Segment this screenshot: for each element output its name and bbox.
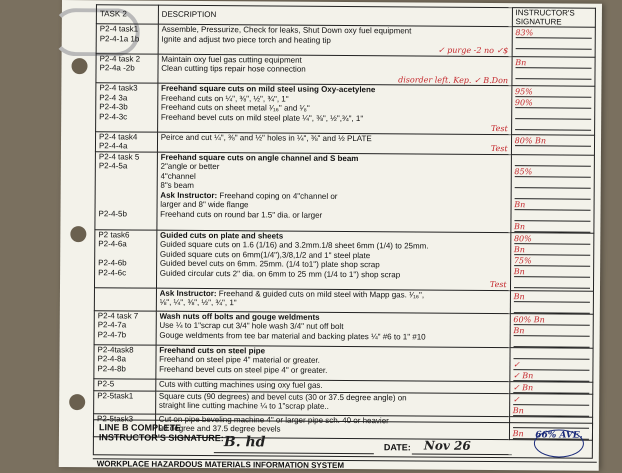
task-code: P2-4 task 5 [98,151,140,162]
signature-cell [511,86,595,135]
task-code [99,180,154,190]
signature-line: 60% Bn [513,315,589,326]
task-code: P2-4 task4 [99,131,138,142]
task-code-cell [96,83,158,132]
task-code: P2-4a -2b [99,63,135,73]
task-code [98,249,153,259]
task-code: P2-4 task1 [99,24,139,34]
task-description: 90 degree and 37.5 degree bevels [158,423,281,434]
signature-cell [509,381,592,394]
signature-cell [512,56,596,86]
table-row [95,151,595,232]
task-code: P2-4-3c [99,111,128,121]
task-code-cell [94,287,156,310]
task-code [98,288,153,298]
task-code [99,171,154,181]
signature-line: 85% [514,167,590,178]
task-description: Gouge weldments from tee bar material and backing plates ¼" #6 to 1" #10 [159,330,426,342]
signature-line [514,178,590,189]
signature-line: ✓ Bn [513,383,589,394]
task-code: P2-4-6a [98,239,127,249]
signature-line: Bn [515,58,591,69]
task-description-cell [156,230,510,290]
table-row [94,229,593,290]
task-description-cell [157,132,511,154]
binder-hole [69,394,85,410]
task-code-cell [94,378,156,390]
date-line [412,453,512,455]
task-code: P2-4-3b [99,102,128,112]
handwritten-annotation: ✓ purge -2 no ✓$ [437,45,509,56]
table-row [96,53,595,86]
handwritten-annotation: Test [489,279,507,290]
task-description: Square cuts (90 degrees) and bevel cuts (30 or 37.5 degree angle) on [158,391,407,402]
instructor-signature-label: INSTRUCTOR'S SIGNATURE: [98,432,224,444]
task-code: P2-4-5b [98,208,128,218]
signature-line [515,120,591,131]
average-score: 66% AVE. [534,429,584,457]
signature-line [513,337,589,348]
task-code: P2-5task3 [97,413,134,424]
header-description: DESCRIPTION [158,5,512,26]
signature-line: Bn [513,429,589,440]
task-code-cell [95,151,157,229]
table-row [94,390,593,416]
binder-hole [70,226,86,242]
task-code: P2-4-6b [98,258,127,268]
task-code: P2-4-5a [98,161,128,171]
signature-cell [509,393,593,417]
task-description: Guided bevel cuts on 6mm. 25mm. (1/4 to1") plate shop scrap [159,258,380,270]
task-description: Ask Instructor: Freehand coping on 4"channel or [160,190,338,201]
task-description: Ignite and adjust two piece torch and heating tip [161,34,331,45]
task-code [99,199,154,209]
task-code [99,190,154,200]
header-task: TASK 2 [96,5,158,24]
task-description-cell [155,391,509,416]
task-description: ⅛", ¼", ⅜", ½", ¾", 1" [159,297,237,308]
date-label: DATE: [383,442,411,453]
task-code: P2-4 task3 [99,83,138,93]
table-row [94,287,593,313]
task-code: P2-4 task 2 [99,53,141,64]
task-code: P2-4 3a [99,92,128,102]
table-row [94,310,593,347]
task-code-cell [95,131,157,151]
task-description: Clean cutting tips repair hose connection [161,63,306,74]
signature-line: 80% [514,234,590,245]
task-description: Maintain oxy fuel gas cutting equipment [161,54,302,65]
signature-line [514,278,590,289]
task-code: P2-4-8b [97,363,126,373]
task-code: P2-4-8a [97,354,126,364]
task-description-cell [157,152,511,232]
task-description-cell [158,24,512,56]
signature-line: ✓ Bn [513,371,589,382]
signature-line [515,69,591,80]
signature-line [513,349,589,360]
signature-line [514,189,590,200]
signature-line [515,39,591,50]
signature-line: 90% [515,98,591,109]
signature-line [515,109,591,120]
task-code-cell [94,390,156,413]
task-code: P2-4-6c [98,267,127,277]
task-code-cell [96,53,158,83]
task-code: P2-4 task 7 [97,310,139,321]
signature-line: Bn [514,292,590,303]
task-table [93,4,596,440]
task-description: Cuts with cutting machines using oxy fuel gas. [158,379,323,390]
signature-line: Bn [514,222,590,233]
signature-line [514,211,590,222]
task-description: Peirce and cut ¼", ⅜" and ½" holes in ¼", ⅜" and ½ PLATE [160,132,372,143]
signature-cell [511,134,594,155]
signature-line: 75% [514,256,590,267]
signature-line: 80% Bn [515,136,591,147]
signature-cell [510,290,594,314]
line-complete-label: LINE B COMPLETE [98,422,182,433]
handwritten-annotation: Test [490,123,508,134]
signature-line: 95% [515,87,591,98]
logbook-page [59,0,602,471]
task-description: Freehand cuts on steel pipe [159,345,266,355]
task-code: P2-5task1 [97,390,134,401]
task-description: Freehand cuts on sheet metal ¹⁄₁₆" and ¹⁄₈" [160,102,310,113]
task-description: Freehand square cuts on mild steel using Oxy-acetylene [161,83,376,95]
date-value: Nov 26 [423,438,471,453]
signature-cell [510,313,594,348]
signature-line: ✓ [513,395,589,406]
signature-cell [512,27,596,57]
signature-cell [511,154,595,233]
task-description-cell [157,83,511,134]
task-description: Freehand cuts on ¼", ⅜", ½", ¾", 1" [160,93,289,104]
task-description: Guided circular cuts 2" dia. on 6mm to 25 mm (1/4 to 1") shop scrap [159,268,401,279]
task-description: Cut on pipe beveling machine 4" or larger pipe sch. 40 or heavier [158,414,389,425]
completion-footer [93,419,593,458]
task-code: P2-5 [97,378,115,388]
signature-line [513,303,589,314]
task-description: 2"angle or better [160,161,220,172]
task-description: straight line cutting machine ¼ to 1"scrap plate.. [158,400,329,411]
task-code-cell [96,24,158,54]
task-code: P2-4-4a [98,141,128,151]
task-description: Use ¼ to 1"scrap cut 3/4" hole wash 3/4" nut off bolt [159,320,344,331]
task-description: Ask Instructor: Freehand & guided cuts on mild steel with Mapp gas. ¹⁄₁₆", [159,288,425,300]
task-code: P2-4-7a [97,320,127,330]
signature-line: Bn [514,267,590,278]
task-description: Freehand bevel cuts on steel pipe 4" or greater. [159,364,328,375]
instructor-signature: B. hd [223,434,266,451]
task-description: larger and 8" wide flange [160,199,249,210]
signature-line: ✓ [513,360,589,371]
signature-line: 83% [515,28,591,39]
signature-cell [509,347,593,382]
signature-line [514,156,590,167]
task-description-cell [156,288,510,313]
task-description-cell [156,345,510,381]
task-description: Guided square cuts on 6mm(1/4"),3/8,1/2 and 1" steel plate [159,249,371,260]
task-description: Freehand on steel pipe 4" material or greater. [159,354,320,365]
task-code: P2-4task8 [97,344,134,355]
task-description: Wash nuts off bolts and gouge weldments [159,311,320,322]
signature-cell [510,232,594,291]
signature-line [214,452,374,454]
task-description: Freehand bevel cuts on mild steel plate ¼", ⅜", ½",¾", 1" [160,112,364,123]
task-description-cell [156,311,510,347]
handwritten-annotation: disorder left. Kep. ✓ B.Don [398,74,509,85]
task-description: Guided cuts on plate and sheets [160,230,284,241]
task-description: 4"channel [160,171,196,181]
task-description: 8"s beam [160,180,194,190]
handwritten-annotation: Test [490,143,508,154]
binder-hole [71,58,87,74]
signature-line: Bn [513,326,589,337]
table-row [94,344,593,381]
task-description: Freehand square cuts on angle channel and S beam [160,152,359,163]
task-description-cell [158,54,512,86]
task-description: Assemble, Pressurize, Check for leaks, Shut Down oxy fuel equipment [161,24,412,36]
task-code: P2 task6 [98,229,130,239]
task-description: Freehand cuts on round bar 1.5" dia. or larger [160,209,323,220]
task-code: P2-4-7b [97,329,127,339]
bottom-band: WORKPLACE HAZARDOUS MATERIALS INFORMATION SYSTEM [93,458,597,473]
signature-line: Bn [514,245,590,256]
task-code-cell [94,310,156,344]
task-rows [93,24,595,440]
table-row [96,83,595,135]
signature-line: Bn [513,406,589,417]
task-description: Guided square cuts on 1.6 (1/16) and 3.2mm.1/8 sheet 6mm (1/4) to 25mm. [159,239,429,251]
task-code: P2-4-1a 1b [99,33,140,44]
signature-line: Bn [514,200,590,211]
table-row [96,24,595,57]
header-signature: INSTRUCTOR'S SIGNATURE [512,8,595,28]
task-code-cell [94,344,156,378]
task-code-cell [94,229,156,287]
